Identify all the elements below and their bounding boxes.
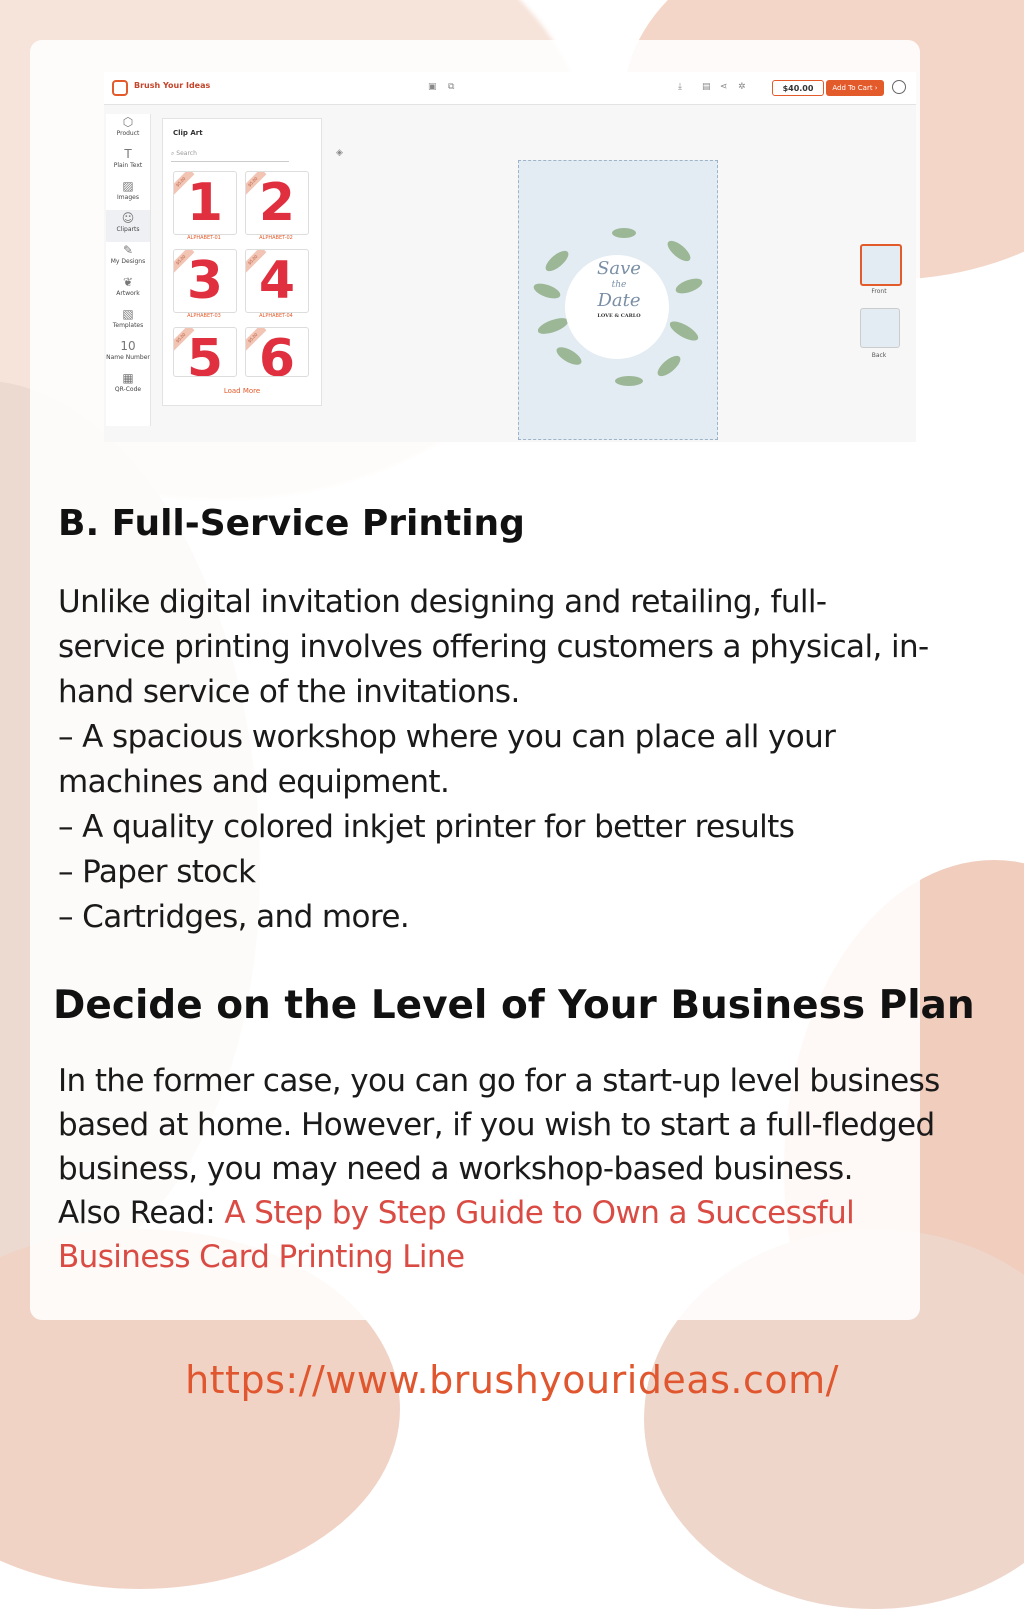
sidebar-item-cliparts[interactable]: ☺ Cliparts (106, 210, 150, 242)
image-icon: ▨ (122, 179, 134, 193)
artwork-icon: ❦ (122, 275, 134, 289)
sidebar-item-artwork[interactable]: ❦ Artwork (106, 274, 150, 306)
preview-icon[interactable]: ▣ (428, 82, 437, 92)
section-heading: B. Full-Service Printing (58, 503, 525, 544)
sidebar-item-templates[interactable]: ▧ Templates (106, 306, 150, 338)
sidebar-item-my-designs[interactable]: ✎ My Designs (106, 242, 150, 274)
brand-name: Brush Your Ideas (134, 81, 211, 90)
clip-art-panel (162, 118, 322, 406)
clip-item[interactable]: $5.00 2 (245, 171, 309, 235)
footer-url[interactable]: https://www.brushyourideas.com/ (185, 1358, 839, 1402)
design-canvas[interactable] (518, 160, 718, 440)
editor-toolbar (104, 72, 916, 105)
sidebar-item-name-number[interactable]: 10 Name Number (106, 339, 150, 361)
back-view-thumbnail[interactable] (860, 308, 900, 348)
sidebar-item-plain-text[interactable]: T Plain Text (106, 146, 150, 178)
smiley-icon: ☺ (121, 211, 135, 225)
clip-item[interactable]: $5.00 1 (173, 171, 237, 235)
text-icon: T (124, 147, 132, 161)
clip-label: ALPHABET-02 (259, 235, 293, 241)
qr-icon: ▦ (122, 371, 134, 385)
also-read-link[interactable]: A Step by Step Guide to Own a Successful (224, 1195, 855, 1231)
save-icon[interactable]: ▤ (702, 82, 711, 92)
clip-label: ALPHABET-04 (259, 313, 293, 319)
price-badge: $40.00 (772, 80, 824, 96)
clip-item[interactable]: $5.00 3 (173, 249, 237, 313)
clip-label: ALPHABET-01 (187, 235, 221, 241)
cube-icon: ⬡ (122, 115, 134, 129)
brand-logo-icon (112, 80, 128, 96)
sidebar-item-images[interactable]: ▨ Images (106, 178, 150, 210)
designs-icon: ✎ (122, 243, 134, 257)
sidebar-item-product[interactable]: ⬡ Product (106, 114, 150, 146)
layers-icon[interactable]: ◈ (336, 148, 343, 158)
editor-sidebar (106, 114, 151, 426)
download-icon[interactable]: ⤓ (678, 82, 682, 92)
share-icon[interactable]: ⋖ (720, 82, 728, 92)
clip-item[interactable]: $5.00 4 (245, 249, 309, 313)
add-to-cart-button[interactable]: Add To Cart › (826, 80, 884, 96)
front-view-thumbnail[interactable] (860, 244, 902, 286)
clip-item[interactable]: $5.00 6 (245, 327, 309, 377)
front-view-label: Front (871, 288, 887, 295)
editor-screenshot (104, 72, 916, 442)
section-heading: Decide on the Level of Your Business Plan (53, 983, 975, 1028)
settings-icon[interactable]: ✲ (738, 82, 746, 92)
sidebar-item-qr-code[interactable]: ▦ QR-Code (106, 370, 150, 402)
also-read-label: Also Read: (58, 1195, 225, 1231)
back-view-label: Back (871, 352, 887, 359)
clip-label: ALPHABET-03 (187, 313, 221, 319)
panel-title: Clip Art (173, 129, 203, 137)
clip-search-input[interactable]: ⌕ Search (171, 147, 289, 162)
section-body: In the former case, you can go for a start-up level business based at home. However, if you wish to start a full-fledged business, you may need a workshop-based business. Also Read: A Step by Step Guide to Own a Successful Business Card Printing Line (58, 1063, 940, 1275)
user-icon[interactable] (892, 80, 906, 94)
templates-icon: ▧ (122, 307, 134, 321)
clip-item[interactable]: $5.00 5 (173, 327, 237, 377)
section-body: Unlike digital invitation designing and retailing, full- service printing involves offering customers a physical, in- hand service of the invitations. – A spacious workshop where you can place all your machines and equipment. – A quality colored inkjet printer for better results – Paper stock – Cartridges, and more. (58, 584, 929, 935)
number-icon: 10 (120, 339, 136, 353)
copy-icon[interactable]: ⧉ (448, 82, 455, 92)
load-more-link[interactable]: Load More (223, 387, 261, 395)
card-text: Save the Date LOVE & CARLO (597, 258, 641, 319)
also-read-link[interactable]: Business Card Printing Line (58, 1239, 465, 1275)
